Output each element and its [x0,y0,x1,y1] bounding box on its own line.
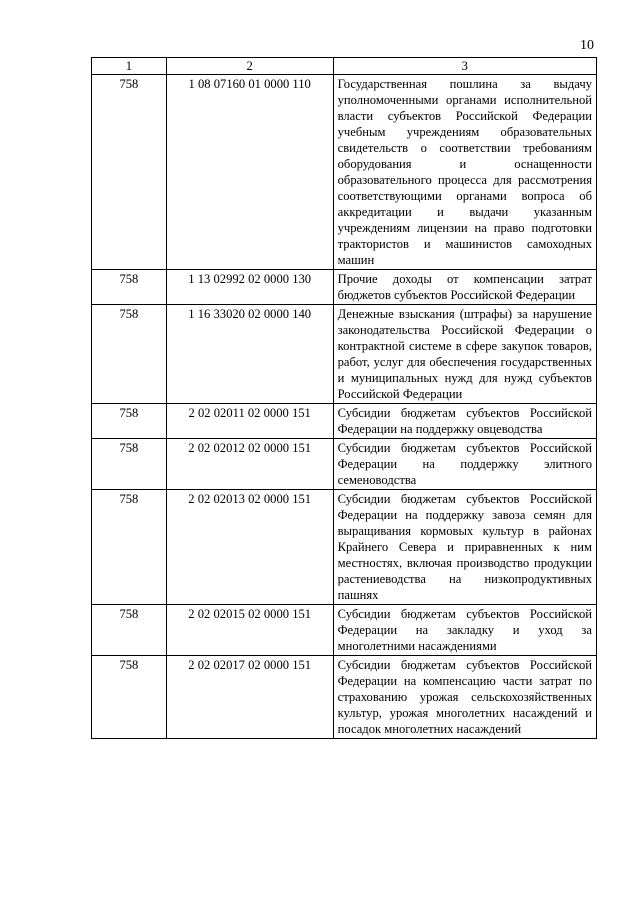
table-row [92,605,597,656]
income-name-cell: Субсидии бюджетам субъектов Российской Федерации на компенсацию части затрат по страхованию урожая сельскохозяйственных культур, урожая многолетних насаждений и посадок многолетних насаждений [333,656,596,739]
budget-code-cell: 2 02 02012 02 0000 151 [166,439,333,490]
income-name-cell: Государственная пошлина за выдачу уполномоченными органами исполнительной власти субъектов Российской Федерации учебным учреждениям образовательных свидетельств о соответствии требованиям оборудования и оснащенности образовательного процесса для рассмотрения соответствующими органами вопроса об аккредитации и выдачи указанным учреждениям лицензии на право подготовки трактористов и машинистов самоходных машин [333,75,596,270]
table-row [92,75,597,270]
table-row [92,404,597,439]
table-row [92,656,597,739]
income-name-cell: Прочие доходы от компенсации затрат бюджетов субъектов Российской Федерации [333,270,596,305]
budget-code-cell: 1 08 07160 01 0000 110 [166,75,333,270]
admin-code-cell: 758 [92,305,167,404]
column-header-2: 2 [166,58,333,75]
admin-code-cell: 758 [92,404,167,439]
admin-code-cell: 758 [92,439,167,490]
column-header-1: 1 [92,58,167,75]
admin-code-cell: 758 [92,656,167,739]
admin-code-cell: 758 [92,270,167,305]
budget-codes-table [91,57,597,739]
table-row [92,490,597,605]
income-name-cell: Субсидии бюджетам субъектов Российской Федерации на поддержку элитного семеноводства [333,439,596,490]
admin-code-cell: 758 [92,605,167,656]
budget-code-cell: 2 02 02011 02 0000 151 [166,404,333,439]
budget-code-cell: 2 02 02013 02 0000 151 [166,490,333,605]
table-row [92,305,597,404]
table-row [92,439,597,490]
column-header-3: 3 [333,58,596,75]
budget-code-cell: 2 02 02015 02 0000 151 [166,605,333,656]
admin-code-cell: 758 [92,490,167,605]
admin-code-cell: 758 [92,75,167,270]
income-name-cell: Субсидии бюджетам субъектов Российской Федерации на поддержку завоза семян для выращивания кормовых культур в районах Крайнего Севера и приравненных к ним местностях, включая производство продукции растениеводства на низкопродуктивных пашнях [333,490,596,605]
budget-code-cell: 1 13 02992 02 0000 130 [166,270,333,305]
budget-code-cell: 2 02 02017 02 0000 151 [166,656,333,739]
income-name-cell: Денежные взыскания (штрафы) за нарушение законодательства Российской Федерации о контрактной системе в сфере закупок товаров, работ, услуг для обеспечения государственных и муниципальных нужд для нужд субъектов Российской Федерации [333,305,596,404]
table-row [92,270,597,305]
income-name-cell: Субсидии бюджетам субъектов Российской Федерации на поддержку овцеводства [333,404,596,439]
page-number: 10 [580,38,594,53]
table-header-row [92,58,597,75]
income-name-cell: Субсидии бюджетам субъектов Российской Федерации на закладку и уход за многолетними насаждениями [333,605,596,656]
budget-code-cell: 1 16 33020 02 0000 140 [166,305,333,404]
